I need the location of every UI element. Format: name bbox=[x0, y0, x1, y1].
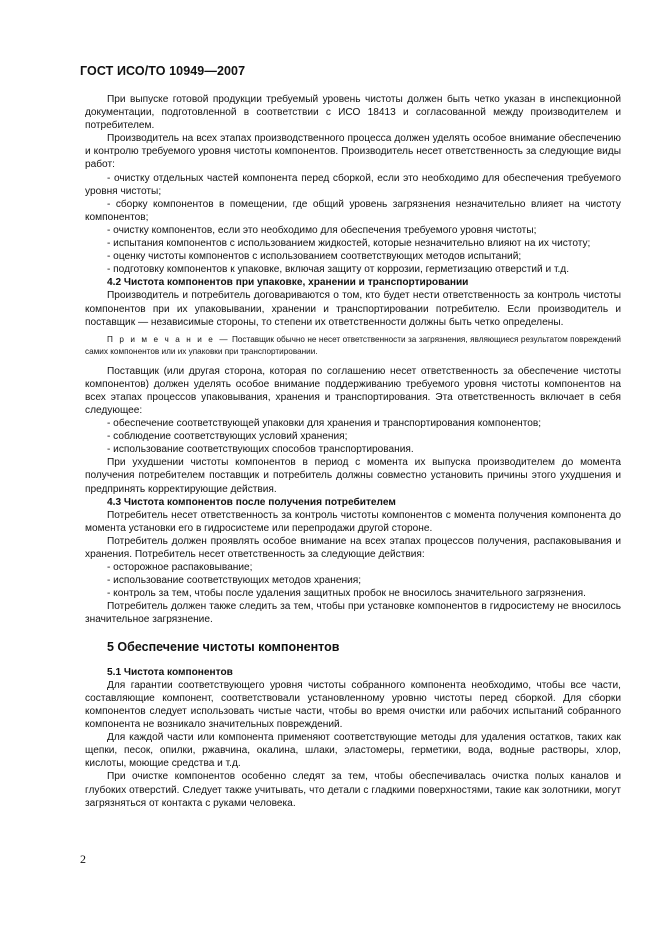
paragraph: Для каждой части или компонента применяют соответствующие методы для удаления остатков, таких как щепки, песок, опилки, ржавчина, окалина, шлаки, эластомеры, герметики, вода, водные растворы, хлор, кислоты, моющие средства и т.д. bbox=[85, 732, 621, 770]
paragraph: Производитель на всех этапах производственного процесса должен уделять особое внимание обеспечению и контролю требуемого уровня чистоты компонентов. Производитель несет ответственность за следующие виды работ: bbox=[85, 133, 621, 171]
list-item: - контроль за тем, чтобы после удаления защитных пробок не вносилось значительного загрязнения. bbox=[107, 588, 586, 600]
list-item: - подготовку компонентов к упаковке, включая защиту от коррозии, герметизацию отверстий и т.д. bbox=[107, 264, 570, 276]
page-number: 2 bbox=[80, 852, 86, 866]
paragraph: При очистке компонентов особенно следят за тем, чтобы обеспечивалась очистка полых каналов и глубоких отверстий. Следует также учитывать, что детали с гладкими поверхностями, такие как золотники, могут загрязняться от контакта с руками человека. bbox=[85, 771, 621, 809]
note-text: Поставщик обычно не несет ответственности за загрязнения, являющиеся результатом повреждений самих компонентов или их упаковки при транспортировании. bbox=[85, 334, 621, 356]
paragraph: Для гарантии соответствующего уровня чистоты собранного компонента необходимо, чтобы все части, составляющие компонент, соответствовали установленному уровню чистоты перед сборкой. Для сборки компонентов следует использовать чистые части, чтобы во время очистки или рабочих испытаний собранного компонента не возникало значительных повреждений. bbox=[85, 679, 621, 731]
paragraph: Потребитель должен проявлять особое внимание на всех этапах процессов получения, распаковывания и хранения. Потребитель несет ответственность за следующие действия: bbox=[85, 535, 621, 560]
paragraph: Потребитель должен также следить за тем, чтобы при установке компонентов в гидросистему не вносилось значительное загрязнение. bbox=[85, 601, 621, 626]
paragraph: Поставщик (или другая сторона, которая по соглашению несет ответственность за обеспечение чистоты компонентов) должен уделять особое внимание поддерживанию требуемого уровня чистоты компонентов на всех этапах процессов упаковывания, хранения и транспортирования. Эта ответственность включает в себя следующее: bbox=[85, 365, 621, 416]
subsection-heading-4-3: 4.3 Чистота компонентов после получения потребителем bbox=[107, 496, 396, 508]
subsection-heading-5-1: 5.1 Чистота компонентов bbox=[107, 666, 233, 678]
list-item: - сборку компонентов в помещении, где общий уровень загрязнения незначительно влияет на чистоту компонентов; bbox=[85, 198, 621, 223]
list-item: - оценку чистоты компонентов с использованием соответствующих методов испытаний; bbox=[107, 251, 522, 263]
note bbox=[85, 334, 621, 358]
paragraph: При выпуске готовой продукции требуемый уровень чистоты должен быть четко указан в инспекционной документации, подготовленной в соответствии с ИСО 18413 и согласованной между производителем и потребителем. bbox=[85, 94, 621, 132]
list-item: - очистку отдельных частей компонента перед сборкой, если это необходимо для обеспечения требуемого уровня чистоты; bbox=[85, 172, 621, 197]
section-heading-5: 5 Обеспечение чистоты компонентов bbox=[107, 639, 340, 654]
subsection-heading-4-2: 4.2 Чистота компонентов при упаковке, хранении и транспортировании bbox=[107, 277, 469, 289]
document-body bbox=[85, 93, 621, 810]
document-header: ГОСТ ИСО/ТО 10949—2007 bbox=[80, 64, 246, 78]
list-item: - очистку компонентов, если это необходимо для обеспечения требуемого уровня чистоты; bbox=[107, 224, 537, 236]
list-item: - использование соответствующих способов транспортирования. bbox=[107, 444, 414, 456]
list-item: - использование соответствующих методов хранения; bbox=[107, 575, 362, 587]
paragraph: Потребитель несет ответственность за контроль чистоты компонентов с момента получения компонента до момента установки его в гидросистеме или перепродажи другой стороне. bbox=[85, 509, 621, 534]
list-item: - испытания компонентов с использованием жидкостей, которые незначительно влияют на их чистоту; bbox=[107, 238, 591, 250]
list-item: - обеспечение соответствующей упаковки для хранения и транспортирования компонентов; bbox=[107, 418, 542, 430]
list-item: - соблюдение соответствующих условий хранения; bbox=[107, 431, 348, 443]
paragraph: Производитель и потребитель договариваются о том, кто будет нести ответственность за контроль чистоты компонентов при их упаковывании, хранении и транспортировании потребителю. Если производитель и поставщик — независимые стороны, то степени их ответственности должны быть четко определены. bbox=[85, 290, 621, 328]
note-label: П р и м е ч а н и е — bbox=[107, 334, 230, 344]
list-item: - осторожное распаковывание; bbox=[107, 562, 253, 574]
paragraph: При ухудшении чистоты компонентов в период с момента их выпуска производителем до момента получения потребителем поставщик и потребитель должны совместно установить причины этого ухудшения и предпринять корректирующие действия. bbox=[85, 457, 621, 495]
